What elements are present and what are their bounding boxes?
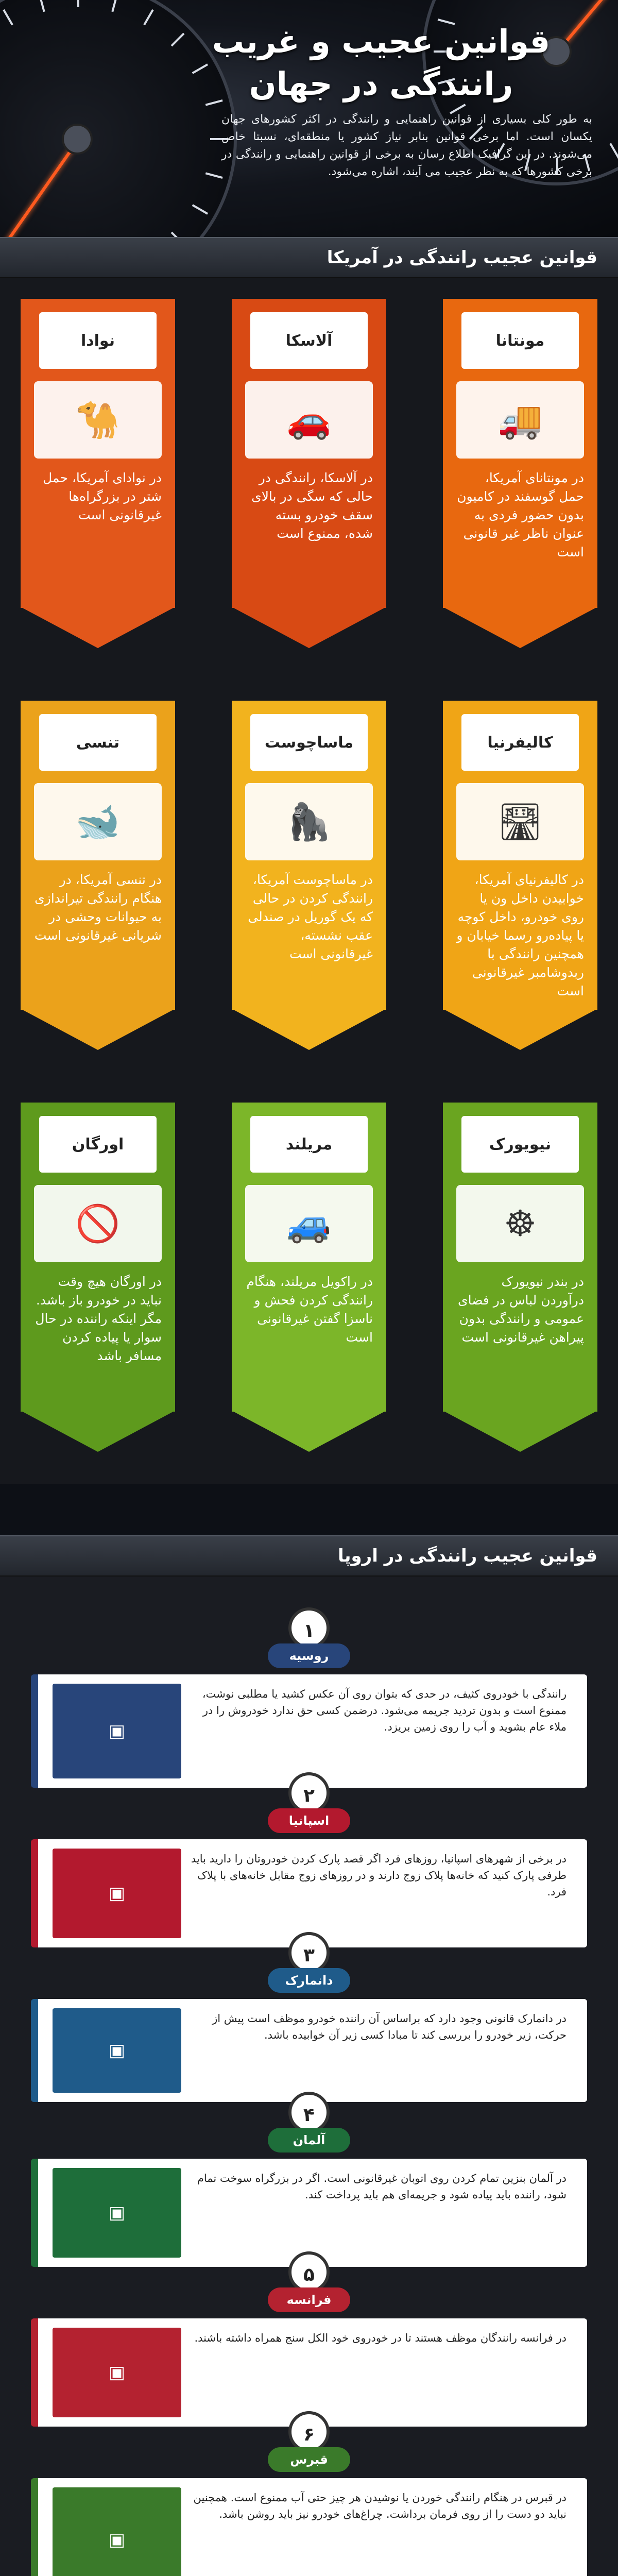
gauge-tick [609,143,618,159]
card-body [232,1103,386,1412]
no-door-icon: 🚫 [34,1185,162,1262]
section-header-us [0,237,618,278]
card-body [21,701,175,1010]
eating-driver-photo: ▣ [53,2487,181,2576]
state-name: نیویورک [461,1116,579,1173]
card-body [443,701,597,1010]
country-label: فرانسه [268,2287,350,2312]
card-arrow [21,1009,175,1050]
state-name: کالیفرنیا [461,714,579,771]
eu-item-text: رانندگی با خودروی کثیف، در حدی که بتوان روی آن عکس کشید یا مطلبی نوشت، ممنوع است و بدون تردید جریمه می‌شود. درضمن کسی حق ندارد خودروش را در ملاء عام بشوید و آب را روی زمین بریزد. [202,1688,566,1733]
gauge-tick [205,172,223,179]
us-card-8 [21,1103,175,1453]
breathalyzer-photo: ▣ [53,2328,181,2417]
state-name: تنسی [39,714,157,771]
number-badge: ۶ [288,2411,330,2452]
speedometer-needle [4,138,80,237]
country-label: آلمان [268,2128,350,2153]
gauge-tick [171,232,185,237]
house-photo: ▣ [53,1849,181,1938]
country-label: اسپانیا [268,1808,350,1833]
state-name: نوادا [39,312,157,369]
us-card-3 [443,701,597,1051]
us-card-2 [21,299,175,649]
card-arrow [443,1009,597,1050]
card-arrow [21,1411,175,1452]
country-label: دانمارک [268,1968,350,1993]
us-card-6 [443,1103,597,1453]
state-name: ماساچوست [250,714,368,771]
speedometer-left-icon [0,0,237,237]
sheep-truck-icon: 🚚 [456,381,584,459]
eu-item-box [31,2478,587,2576]
card-arrow [21,607,175,648]
card-text: در راکویل مریلند، هنگام رانندگی کردن فحش و ناسزا گفتن غیرقانونی است [246,1274,373,1345]
intro-paragraph: به طور کلی بسیاری از قوانین راهنمایی و رانندگی در اکثر کشورهای جهان یکسان است. اما برخی قوانین بنابر نیاز کشور یا منطقه‌ای، نسبتا خاص می‌شوند. در این گرافیک اطلاع رسان به برخی از قوانین راهنمایی و رانندگی در برخی کشورها که به نظر عجیب می آیند، اشاره می‌شود. [221,113,592,178]
us-card-7 [232,1103,386,1453]
number-badge: ۳ [288,1932,330,1973]
card-text: در ماساچوست آمریکا، رانندگی کردن در حالی که یک گوریل در صندلی عقب نشسته، غیرقانونی است [248,872,373,961]
card-text: در آلاسکا، رانندگی در حالی که سگی در بالای سقف خودرو بسته شده، ممنوع است [251,470,373,541]
us-card-5 [21,701,175,1051]
steering-wheel-icon: ☸ [456,1185,584,1262]
title-line-1: قوانین عجیب و غریب [212,23,551,60]
card-text: در بندر نیویورک درآوردن لباس در فضای عمومی و رانندگی بدون پیراهن غیرقانونی است [458,1274,584,1345]
dog-car-icon: 🚗 [245,381,373,459]
gauge-tick [111,0,118,12]
eu-item-box [31,1999,587,2102]
card-text: در تنسی آمریکا، در هنگام رانندگی تیراندازی به حیوانات وحشی در شریانی غیرقانونی است [34,872,162,943]
us-cards-grid [0,278,618,1484]
title-line-2: رانندگی در جهان [249,65,513,103]
card-text: در نوادای آمریکا، حمل شتر در بزرگراه‌ها غیرقانونی است [43,470,162,522]
number-badge: ۴ [288,2092,330,2133]
fuel-gauge-photo: ▣ [53,2168,181,2258]
section-title: قوانین عجیب رانندگی در آمریکا [327,247,597,268]
card-arrow [443,1411,597,1452]
card-arrow [232,607,386,648]
camel-icon: 🐪 [34,381,162,459]
card-text: در اورگان هیچ وقت نباید در خودرو باز باشد. مگر اینکه راننده در حال سوار یا پیاده کردن مسافر باشد [35,1274,162,1363]
card-body [232,299,386,608]
card-body [232,701,386,1010]
gauge-tick [171,33,185,47]
state-name: مریلند [250,1116,368,1173]
card-arrow [232,1411,386,1452]
card-body [443,299,597,608]
card-text: در کالیفرنیای آمریکا، خوابیدن داخل ون یا روی خودرو، داخل کوچه یا پیاده‌رو رسما خیابان و همچنین رانندگی با ربدوشامبر غیرقانونی است [456,872,584,998]
header-banner [0,0,618,237]
gauge-tick [3,9,13,25]
eu-item-text: در دانمارک قانونی وجود دارد که براساس آن راننده خودرو موظف است پیش از حرکت، زیر خودرو را بررسی کند تا مبادا کسی زیر آن خوابیده باشد. [212,2012,566,2041]
speedometer-hub [62,124,93,155]
card-text: در مونتانای آمریکا، حمل گوسفند در کامیون بدون حضور فردی به عنوان ناظر غیر قانونی است [457,470,584,560]
us-card-0 [443,299,597,649]
us-card-4 [232,701,386,1051]
eu-item-box [31,1839,587,1947]
eu-item-box [31,2159,587,2267]
number-badge: ۲ [288,1772,330,1814]
swearing-driver-icon: 🚙 [245,1185,373,1262]
dirty-car-photo: ▣ [53,1684,181,1778]
eu-item-text: در قبرس در هنگام رانندگی خوردن یا نوشیدن هر چیز حتی آب ممنوع است. همچنین نباید دو دست را از روی فرمان برداشت. چراغ‌های خودرو نیز باید روشن باشد. [193,2492,566,2520]
card-body [21,1103,175,1412]
gorilla-car-icon: 🦍 [245,783,373,860]
gauge-tick [192,204,208,214]
number-badge: ۵ [288,2251,330,2293]
section-title: قوانین عجیب رانندگی در اروپا [337,1546,597,1566]
number-badge: ۱ [288,1607,330,1649]
car-underside-photo: ▣ [53,2008,181,2093]
eu-item-text: در برخی از شهرهای اسپانیا، روزهای فرد اگر قصد پارک کردن خودروتان را دارید باید طرفی پارک کنید که خانه‌ها پلاک زوج دارند و در روزهای زوج مقابل خانه‌های با پلاک فرد. [191,1853,566,1898]
eu-item-box [31,2318,587,2427]
state-name: آلاسکا [250,312,368,369]
state-name: اورگان [39,1116,157,1173]
section-header-eu [0,1535,618,1577]
card-arrow [232,1009,386,1050]
card-body [443,1103,597,1412]
whale-icon: 🐋 [34,783,162,860]
gauge-tick [77,0,79,7]
country-label: قبرس [268,2447,350,2472]
gauge-tick [143,9,153,25]
card-body [21,299,175,608]
country-label: روسیه [268,1643,350,1668]
state-name: مونتانا [461,312,579,369]
eu-list [0,1577,618,2576]
eu-item-text: در فرانسه رانندگان موظف هستند تا در خودروی خود الکل سنج همراه داشته باشند. [194,2332,566,2344]
page-title [206,21,556,105]
road-icon: 🛣 [456,783,584,860]
eu-item-text: در آلمان بنزین تمام کردن روی اتوبان غیرقانونی است. اگر در بزرگراه سوخت تمام شود، راننده باید پیاده شود و جریمه‌ای هم باید پرداخت کند. [197,2172,566,2201]
eu-item-box [31,1674,587,1788]
us-card-1 [232,299,386,649]
card-arrow [443,607,597,648]
gauge-tick [39,0,45,12]
